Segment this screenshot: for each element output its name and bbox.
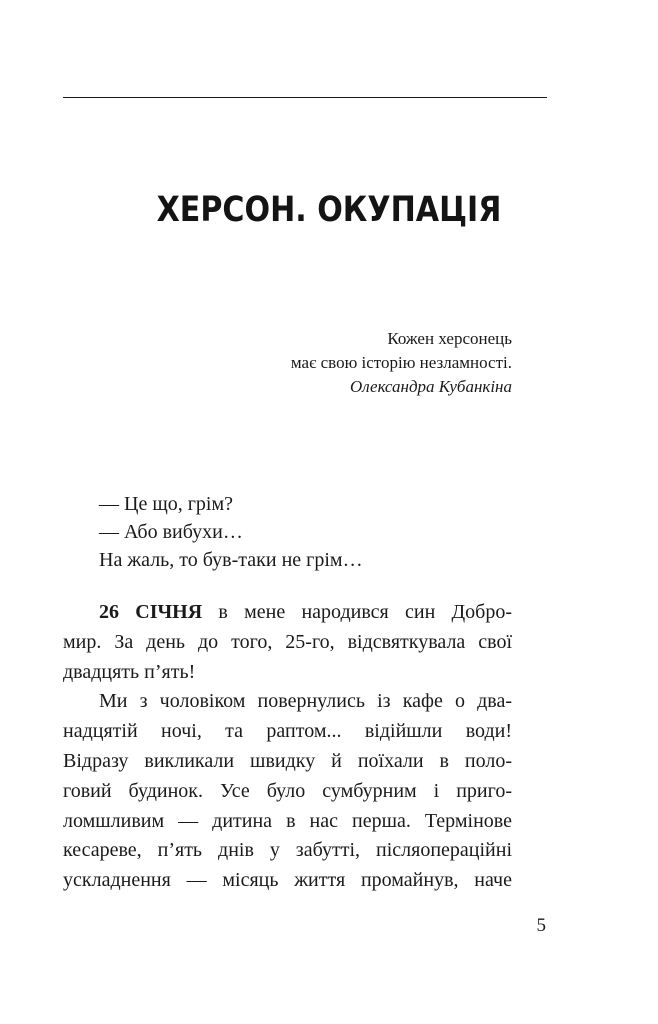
epigraph — [291, 327, 512, 399]
chapter-title: ХЕРСОН. ОКУПАЦІЯ — [156, 190, 502, 230]
paragraph-line: двадцять п’ять! — [63, 660, 196, 683]
paragraph-line: мир. За день до того, 25-го, відсвяткувала свої — [63, 630, 512, 653]
paragraph-line — [63, 598, 512, 628]
dialogue-line: — Або вибухи… — [99, 521, 243, 543]
body-text — [63, 598, 512, 896]
epigraph-line: має свою історію незламності. — [290, 353, 512, 372]
paragraph-line: ломшливим — дитина в нас перша. Термінове — [63, 809, 512, 832]
paragraph-line: ускладнення — місяць життя промайнув, наче — [63, 869, 512, 892]
paragraph-line: Ми з чоловіком повернулись із кафе о два- — [99, 690, 512, 713]
paragraph-line: кесареве, п’ять днів у забутті, післяопераційні — [63, 839, 512, 862]
paragraph-text: в мене народився син Добро- — [202, 601, 512, 623]
dialogue-line: На жаль, то був-таки не грім… — [99, 549, 363, 571]
dialogue-block — [99, 490, 363, 574]
paragraph-line: надцятій ночі, та раптом... відійшли води! — [63, 720, 512, 743]
paragraph-line: говий будинок. Усе було сумбурним і приго- — [63, 779, 512, 802]
paragraph-line: Відразу викликали швидку й поїхали в поло- — [63, 749, 512, 772]
epigraph-author: Олександра Кубанкіна — [349, 377, 512, 396]
date-heading: 26 СІЧНЯ — [99, 601, 203, 623]
top-rule — [63, 97, 547, 98]
epigraph-line: Кожен херсонець — [387, 329, 512, 348]
page-number: 5 — [536, 915, 546, 936]
dialogue-line: — Це що, грім? — [99, 493, 234, 515]
